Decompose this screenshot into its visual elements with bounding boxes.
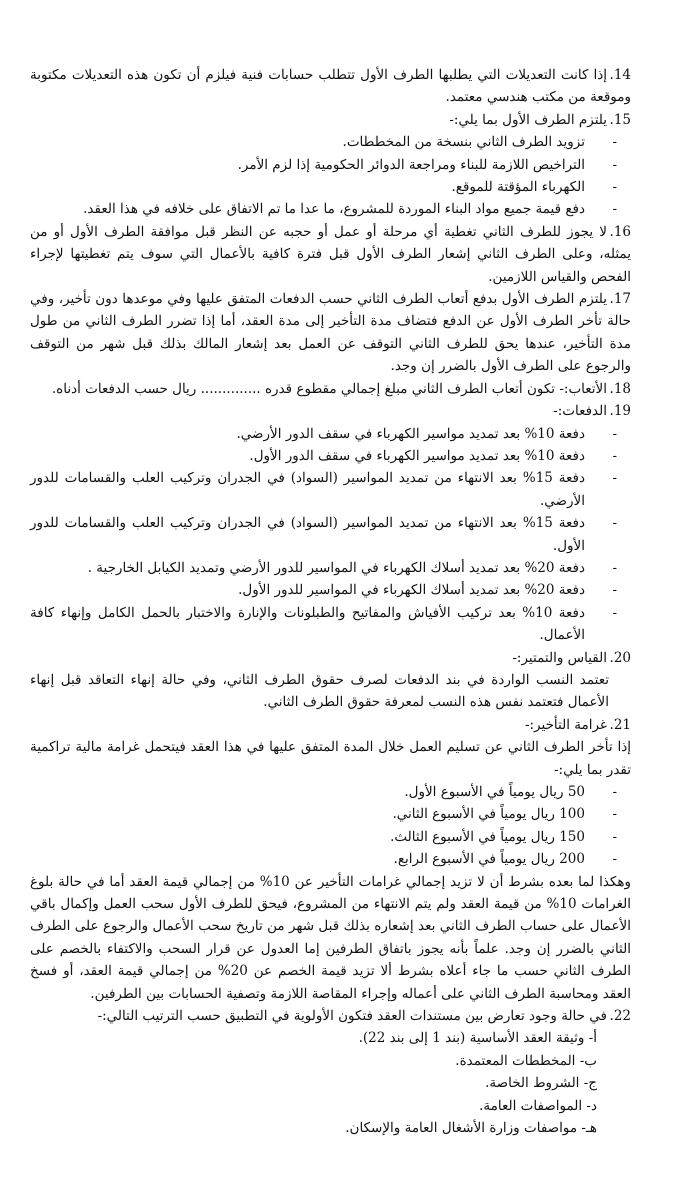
obligations-list <box>30 131 631 221</box>
clause-15 <box>30 109 631 221</box>
clause-number: 19. <box>609 403 631 420</box>
clause-20 <box>30 647 631 714</box>
list-item: - دفعة 10% بعد تمديد مواسير الكهرباء في سقف الدور الأرضي. <box>30 423 585 445</box>
clause-title: غرامة التأخير:- <box>524 716 607 733</box>
clause-text: يلتزم الطرف الأول بدفع أتعاب الطرف الثاني حسب الدفعات المتفق عليها وفي موعدها دون تأخير، وفي حالة تأخر الطرف الأول عن الدفع فتضاف مدة التأخير إلى مدة العقد، أما إذا تضرر الطرف الثاني من طول مدة التأخير، عندها يحق للطرف الثاني التوقف عن العمل بعد إشعار المالك بذلك قبل شهر من التوقف والرجوع على الطرف الأول بالضرر إن وجد. <box>30 291 631 375</box>
clause-number: 20. <box>609 649 631 666</box>
clause-number: 21. <box>609 716 631 733</box>
clause-number: 15. <box>609 111 631 128</box>
list-item: - 100 ريال يومياً في الأسبوع الثاني. <box>30 803 585 825</box>
list-item: - دفعة 20% بعد تمديد أسلاك الكهرباء في المواسير للدور الأول. <box>30 579 585 601</box>
clause-text: في حالة وجود تعارض بين مستندات العقد فتكون الأولوية في التطبيق حسب الترتيب التالي:- <box>97 1008 607 1025</box>
clause-title: يلتزم الطرف الأول بما يلي:- <box>449 111 607 128</box>
clause-intro: إذا تأخر الطرف الثاني عن تسليم العمل خلال المدة المتفق عليها في هذا العقد فيتحمل غرامة مالية تراكمية تقدر بما يلي:- <box>30 739 631 778</box>
clause-title: الدفعات:- <box>553 403 607 420</box>
list-item: أ- وثيقة العقد الأساسية (بند 1 إلى بند 22). <box>358 1030 597 1047</box>
penalties-list <box>30 781 631 871</box>
clause-text: تعتمد النسب الواردة في بند الدفعات لصرف حقوق الطرف الثاني، وفي حالة إنهاء التعاقد قبل إنهاء الأعمال فتعتمد نفس هذه النسب لمعرفة حقوق الطرف الثاني. <box>30 671 609 711</box>
clause-22 <box>30 1005 631 1139</box>
list-item: د- المواصفات العامة. <box>479 1097 597 1114</box>
clause-16 <box>30 221 631 288</box>
list-item: - دفعة 10% بعد تركيب الأفياش والمفاتيح والطبلونات والإنارة والاختبار بالحمل الكامل وإنهاء كافة الأعمال. <box>30 602 585 647</box>
list-item: ج- الشروط الخاصة. <box>485 1075 597 1092</box>
list-item: - دفعة 15% بعد الانتهاء من تمديد المواسير (السواد) في الجدران وتركيب العلب والقسامات للدور الأرضي. <box>30 467 585 512</box>
clause-title: القياس والتمتير:- <box>512 649 607 666</box>
clause-number: 16. <box>609 223 631 240</box>
clause-outro: وهكذا لما بعده بشرط أن لا تزيد إجمالي غرامات التأخير عن 10% من إجمالي قيمة العقد أما في حالة بلوغ الغرامات 10% من قيمة العقد ولم يتم الانتهاء من المشروع، فيحق للطرف الأول سحب العمل وإكمال باقي الأعمال على حساب الطرف الثاني بعد إشعاره بذلك قبل شهر من تاريخ سحب الأعمال والرجوع على الطرف الثاني بالضرر إن وجد. علماً بأنه يجوز باتفاق الطرفين إما العدول عن قرار السحب والاكتفاء بالخصم على الطرف الثاني حسب ما جاء أعلاه بشرط ألا تزيد قيمة الخصم عن 20% من إجمالي قيمة العقد، أو فسخ العقد ومحاسبة الطرف الثاني على أعماله وإجراء المقاصة اللازمة وتصفية الحسابات بين الطرفين. <box>30 873 632 1002</box>
list-item: - 150 ريال يومياً في الأسبوع الثالث. <box>30 826 585 848</box>
payments-list <box>30 423 631 647</box>
list-item: - دفعة 15% بعد الانتهاء من تمديد المواسير (السواد) في الجدران وتركيب العلب والقسامات للدور الأول. <box>30 512 585 557</box>
clause-17 <box>30 288 631 378</box>
clause-14 <box>30 64 631 109</box>
clause-number: 18. <box>609 380 631 397</box>
priority-list <box>30 1027 631 1139</box>
clause-21 <box>30 714 631 1005</box>
list-item: - 200 ريال يومياً في الأسبوع الرابع. <box>30 848 585 870</box>
list-item: هـ- مواصفات وزارة الأشغال العامة والإسكان. <box>345 1120 597 1137</box>
clause-number: 17. <box>609 291 631 308</box>
clause-text: الأتعاب:- تكون أتعاب الطرف الثاني مبلغ إجمالي مقطوع قدره .............. ريال حسب الدفعات أدناه. <box>51 380 607 397</box>
list-item: - دفع قيمة جميع مواد البناء الموردة للمشروع، ما عدا ما تم الاتفاق على خلافه في هذا العقد. <box>30 198 585 220</box>
list-item: - التراخيص اللازمة للبناء ومراجعة الدوائر الحكومية إذا لزم الأمر. <box>30 154 585 176</box>
clause-text: لا يجوز للطرف الثاني تغطية أي مرحلة أو عمل أو حجبه عن النظر قبل موافقة الطرف الأول أو من يمثله، وعلى الطرف الثاني إشعار الطرف الأول قبل فترة كافية بالأعمال التي سوف يتم تغطيتها لإجراء الفحص والقياس اللازمين. <box>30 223 631 285</box>
clause-number: 14. <box>609 67 631 83</box>
clause-text: إذا كانت التعديلات التي يطلبها الطرف الأول تتطلب حسابات فنية فيلزم أن تكون هذه التعديلات مكتوبة وموقعة من مكتب هندسي معتمد. <box>30 67 631 106</box>
list-item: - دفعة 10% بعد تمديد مواسير الكهرباء في سقف الدور الأول. <box>30 445 585 467</box>
clause-19 <box>30 400 631 646</box>
clause-18 <box>30 378 631 400</box>
list-item: - 50 ريال يومياً في الأسبوع الأول. <box>30 781 585 803</box>
list-item: - دفعة 20% بعد تمديد أسلاك الكهرباء في المواسير للدور الأرضي وتمديد الكيابل الخارجية . <box>30 557 585 579</box>
list-item: ب- المخططات المعتمدة. <box>455 1052 597 1069</box>
list-item: - الكهرباء المؤقتة للموقع. <box>30 176 585 198</box>
list-item: - تزويد الطرف الثاني بنسخة من المخططات. <box>30 131 585 153</box>
clause-number: 22. <box>609 1008 631 1025</box>
